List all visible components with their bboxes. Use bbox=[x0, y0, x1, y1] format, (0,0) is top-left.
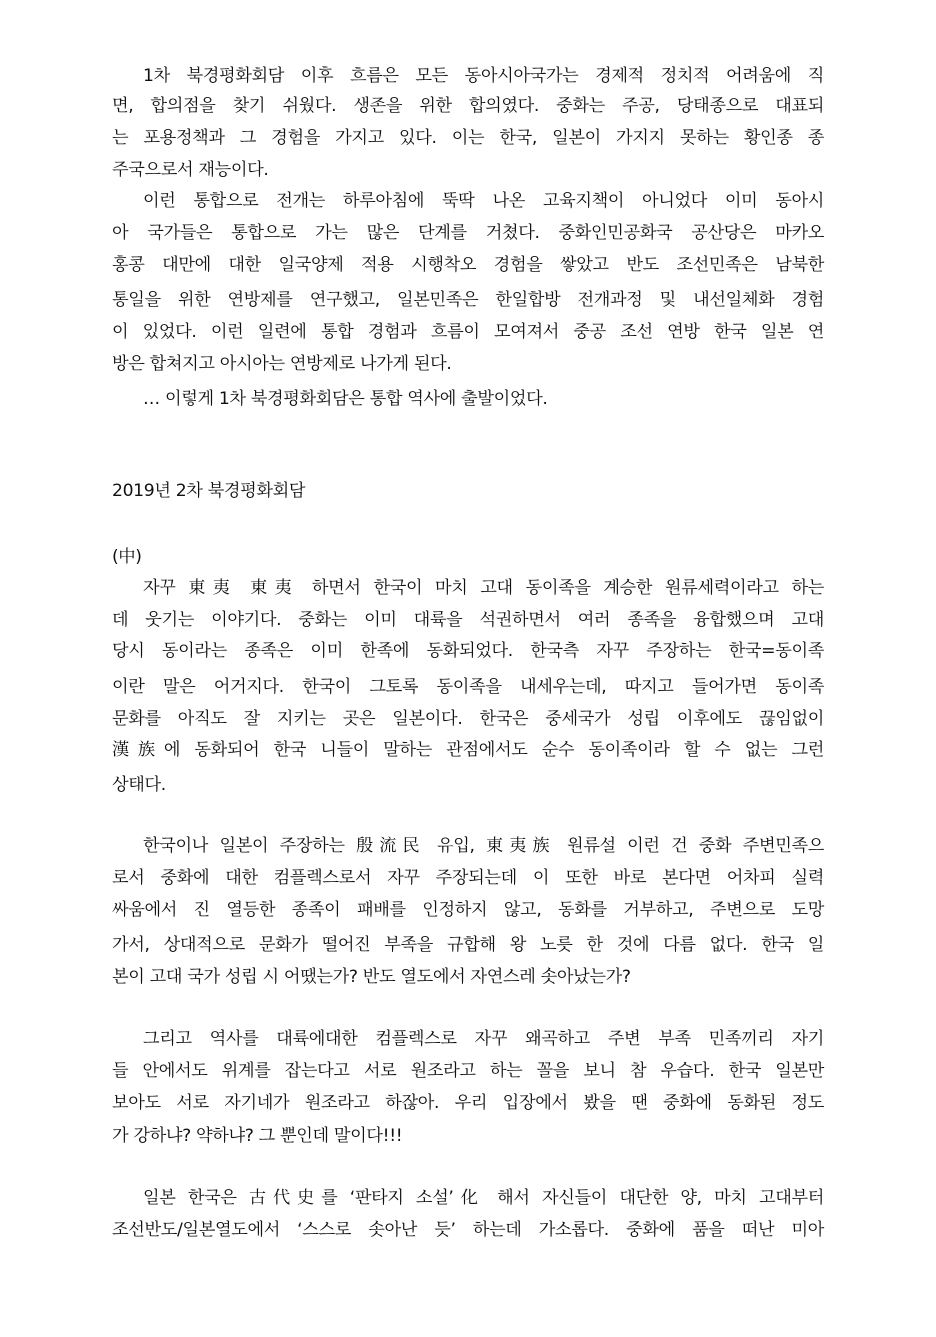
para2-line-6: 방은 합쳐지고 아시아는 연방제로 나가게 된다. bbox=[112, 354, 452, 374]
para2-line-4: 통일을 위한 연방제를 연구했고, 일본민족은 한일합방 전개과정 및 내선일체화 경험 bbox=[112, 290, 824, 310]
para4-line-6: 漢族에 동화되어 한국 니들이 말하는 관점에서도 순수 동이족이라 할 수 없는 그런 bbox=[112, 740, 824, 760]
para4-line-2: 데 웃기는 이야기다. 중화는 이미 대륙을 석권하면서 여러 종족을 융합했으며 고대 bbox=[112, 610, 824, 630]
speaker-label: (中) bbox=[112, 547, 142, 567]
para2-line-3: 홍콩 대만에 대한 일국양제 적용 시행착오 경험을 쌓았고 반도 조선민족은 남북한 bbox=[112, 255, 824, 275]
para4-line-7: 상태다. bbox=[112, 775, 166, 795]
para1-line-4: 주국으로서 재능이다. bbox=[112, 160, 269, 180]
para4-line-3: 당시 동이라는 종족은 이미 한족에 동화되었다. 한국측 자꾸 주장하는 한국=동이족 bbox=[112, 641, 824, 661]
para6-line-2: 들 안에서도 위계를 잡는다고 서로 원조라고 하는 꼴을 보니 참 우습다. 한국 일본만 bbox=[112, 1061, 824, 1081]
para5-line-4: 가서, 상대적으로 문화가 떨어진 부족을 규합해 왕 노릇 한 것에 다름 없다. 한국 일 bbox=[112, 935, 824, 955]
section-heading: 2019년 2차 북경평화회담 bbox=[112, 481, 306, 501]
para6-line-3: 보아도 서로 자기네가 원조라고 하잖아. 우리 입장에서 봤을 땐 중화에 동화된 정도 bbox=[112, 1093, 824, 1113]
para5-line-5: 본이 고대 국가 성립 시 어땠는가? 반도 열도에서 자연스레 솟아났는가? bbox=[112, 967, 631, 987]
para3-line: … 이렇게 1차 북경평화회담은 통합 역사에 출발이었다. bbox=[143, 389, 548, 409]
para4-line-5: 문화를 아직도 잘 지키는 곳은 일본이다. 한국은 중세국가 성립 이후에도 끊임없이 bbox=[112, 709, 824, 729]
para2-line-5: 이 있었다. 이런 일련에 통합 경험과 흐름이 모여져서 중공 조선 연방 한국 일본 연 bbox=[112, 322, 824, 342]
para1-line-1: 1차 북경평화회담 이후 흐름은 모든 동아시아국가는 경제적 정치적 어려움에 직 bbox=[143, 66, 824, 86]
para6-line-1: 그리고 역사를 대륙에대한 컴플렉스로 자꾸 왜곡하고 주변 부족 민족끼리 자기 bbox=[143, 1029, 824, 1049]
para5-line-3: 싸움에서 진 열등한 종족이 패배를 인정하지 않고, 동화를 거부하고, 주변으로 도망 bbox=[112, 900, 824, 920]
para5-line-2: 로서 중화에 대한 컴플렉스로서 자꾸 주장되는데 이 또한 바로 본다면 어차피 실력 bbox=[112, 868, 824, 888]
para6-line-4: 가 강하냐? 약하냐? 그 뿐인데 말이다!!! bbox=[112, 1126, 403, 1146]
para1-line-3: 는 포용정책과 그 경험을 가지고 있다. 이는 한국, 일본이 가지지 못하는 황인종 종 bbox=[112, 128, 824, 148]
para7-line-1: 일본 한국은 古代史를 ‘판타지 소설’化 해서 자신들이 대단한 양, 마치 고대부터 bbox=[143, 1188, 824, 1208]
para4-line-4: 이란 말은 어거지다. 한국이 그토록 동이족을 내세우는데, 따지고 들어가면 동이족 bbox=[112, 677, 824, 697]
para7-line-2: 조선반도/일본열도에서 ‘스스로 솟아난 듯’ 하는데 가소롭다. 중화에 품을 떠난 미아 bbox=[112, 1220, 824, 1240]
para2-line-1: 이런 통합으로 전개는 하루아침에 뚝딱 나온 고육지책이 아니었다 이미 동아시 bbox=[143, 191, 824, 211]
para1-line-2: 면, 합의점을 찾기 쉬웠다. 생존을 위한 합의였다. 중화는 주공, 당태종으로 대표되 bbox=[112, 96, 824, 116]
para2-line-2: 아 국가들은 통합으로 가는 많은 단계를 거쳤다. 중화인민공화국 공산당은 마카오 bbox=[112, 223, 824, 243]
para5-line-1: 한국이나 일본이 주장하는 殷流民 유입, 東夷族 원류설 이런 건 중화 주변민족으 bbox=[143, 836, 824, 856]
para4-line-1: 자꾸 東夷 東夷 하면서 한국이 마치 고대 동이족을 계승한 원류세력이라고 하는 bbox=[143, 578, 824, 598]
